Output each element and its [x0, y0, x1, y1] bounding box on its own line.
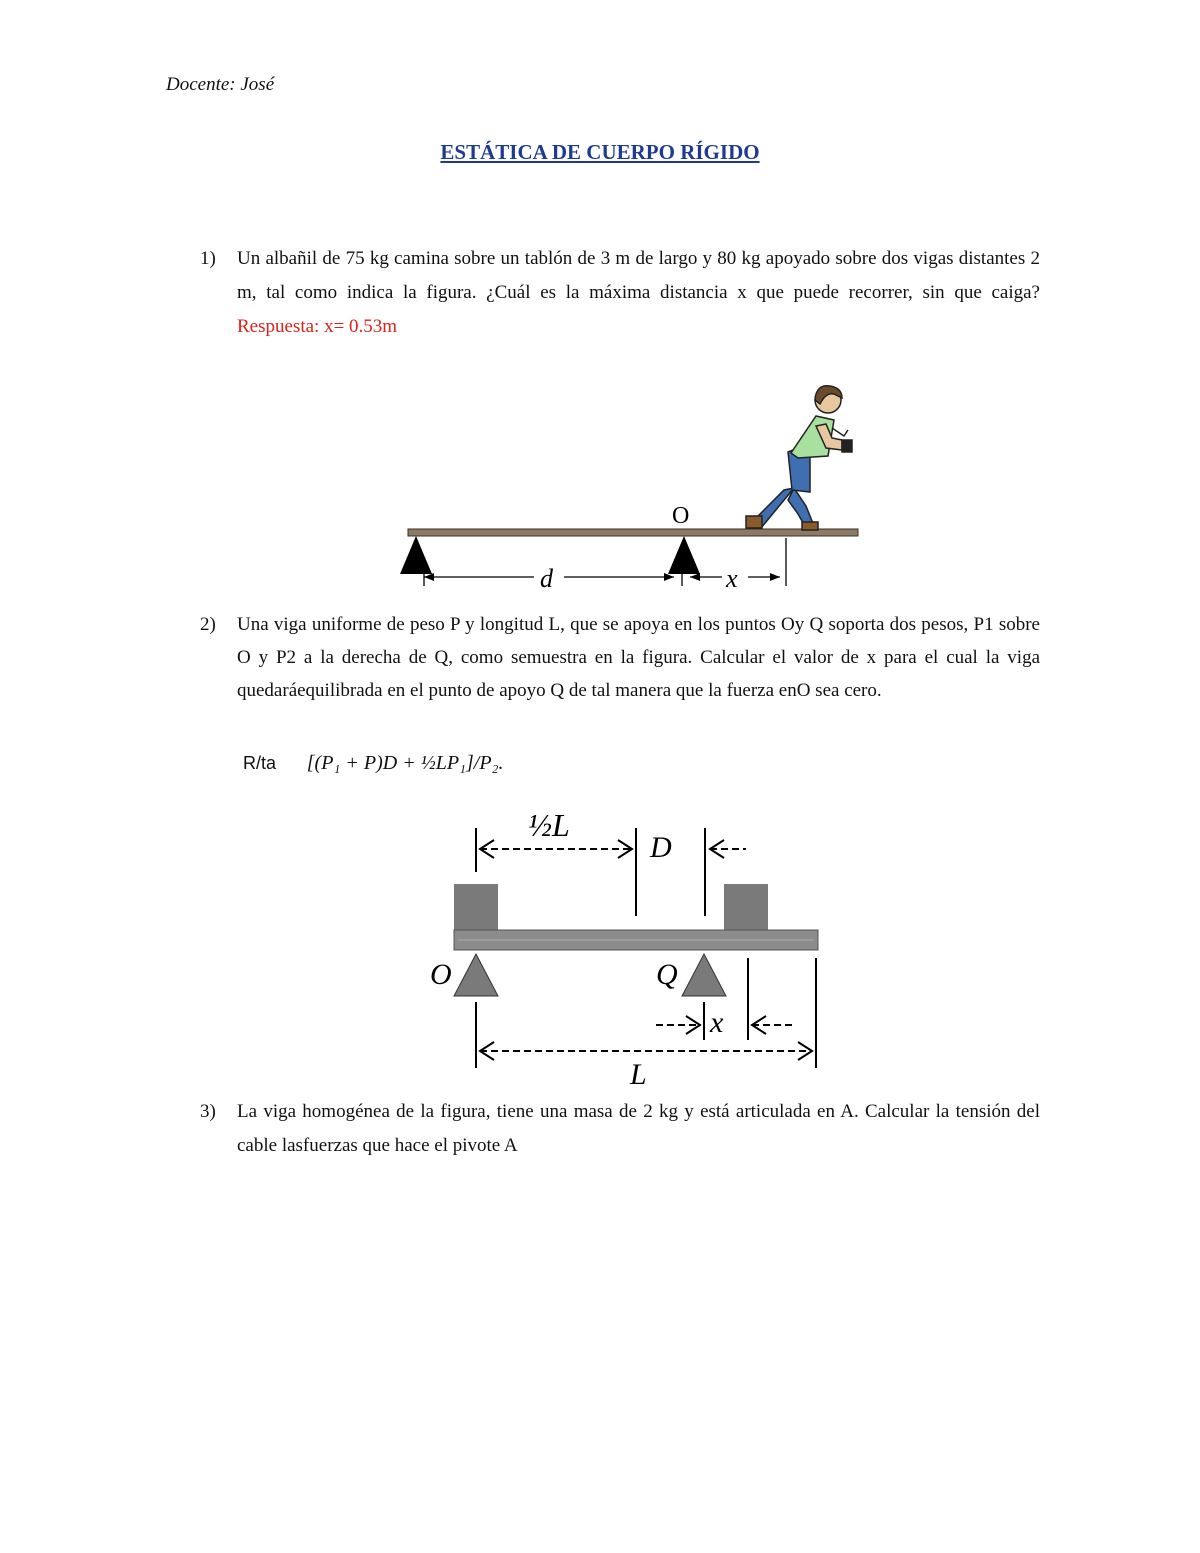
- problem-text: Una viga uniforme de peso P y longitud L, que se apoya en los puntos Oy Q soporta dos pesos, P1 sobre O y P2 a la derecha de Q, como semuestra en la figura. Calcular el valor de x para el cual la viga quedaráequilibrada en el punto de apoyo Q de tal manera que la fuerza enO sea cero.: [237, 614, 1040, 701]
- support-o: [454, 954, 498, 996]
- problem-number: 2): [200, 614, 216, 635]
- label-o: O: [672, 503, 690, 529]
- problem-number: 1): [200, 248, 216, 269]
- label-l: L: [630, 1058, 647, 1088]
- plank-figure: [396, 378, 866, 600]
- label-x: x: [710, 1006, 724, 1039]
- problem-1: [200, 242, 1040, 344]
- worker-figure: [746, 386, 852, 530]
- answer-formula: [(P₁ + P)D + ½LP₁]/P₂.: [306, 752, 504, 774]
- problem-number: 3): [200, 1101, 216, 1122]
- problem-text: Un albañil de 75 kg camina sobre un tablón de 3 m de largo y 80 kg apoyado sobre dos vigas distantes 2 m, tal como indica la figura. ¿Cuál es la máxima distancia x que puede recorrer, sin que caiga?: [237, 248, 1040, 303]
- problem-text: La viga homogénea de la figura, tiene una masa de 2 kg y está articulada en A. Calcular la tensión del cable lasfuerzas que hace el pivote A: [237, 1101, 1040, 1156]
- answer-row: [243, 752, 504, 775]
- problem-3: [200, 1095, 1040, 1163]
- label-d: d: [540, 564, 553, 593]
- dimension-half-l: [476, 828, 746, 916]
- answer-label: R/ta: [243, 753, 277, 773]
- right-support: [668, 536, 700, 574]
- weight-p1: [454, 884, 498, 930]
- label-q: Q: [656, 958, 678, 991]
- page-title: ESTÁTICA DE CUERPO RÍGIDO: [440, 140, 760, 164]
- plank: [408, 529, 858, 536]
- label-d: D: [650, 831, 672, 864]
- weight-p2: [724, 884, 768, 930]
- support-q: [682, 954, 726, 996]
- problem-text-container: [237, 242, 1040, 344]
- problem-2: [200, 608, 1040, 707]
- beam-figure: [428, 806, 834, 1088]
- left-support: [400, 536, 432, 574]
- label-x: x: [726, 564, 738, 593]
- teacher-header: Docente: José: [166, 74, 275, 95]
- label-o: O: [430, 958, 452, 991]
- dimension-l: [476, 958, 816, 1068]
- label-half-l: ½L: [528, 807, 570, 843]
- answer-text: Respuesta: x= 0.53m: [237, 316, 398, 337]
